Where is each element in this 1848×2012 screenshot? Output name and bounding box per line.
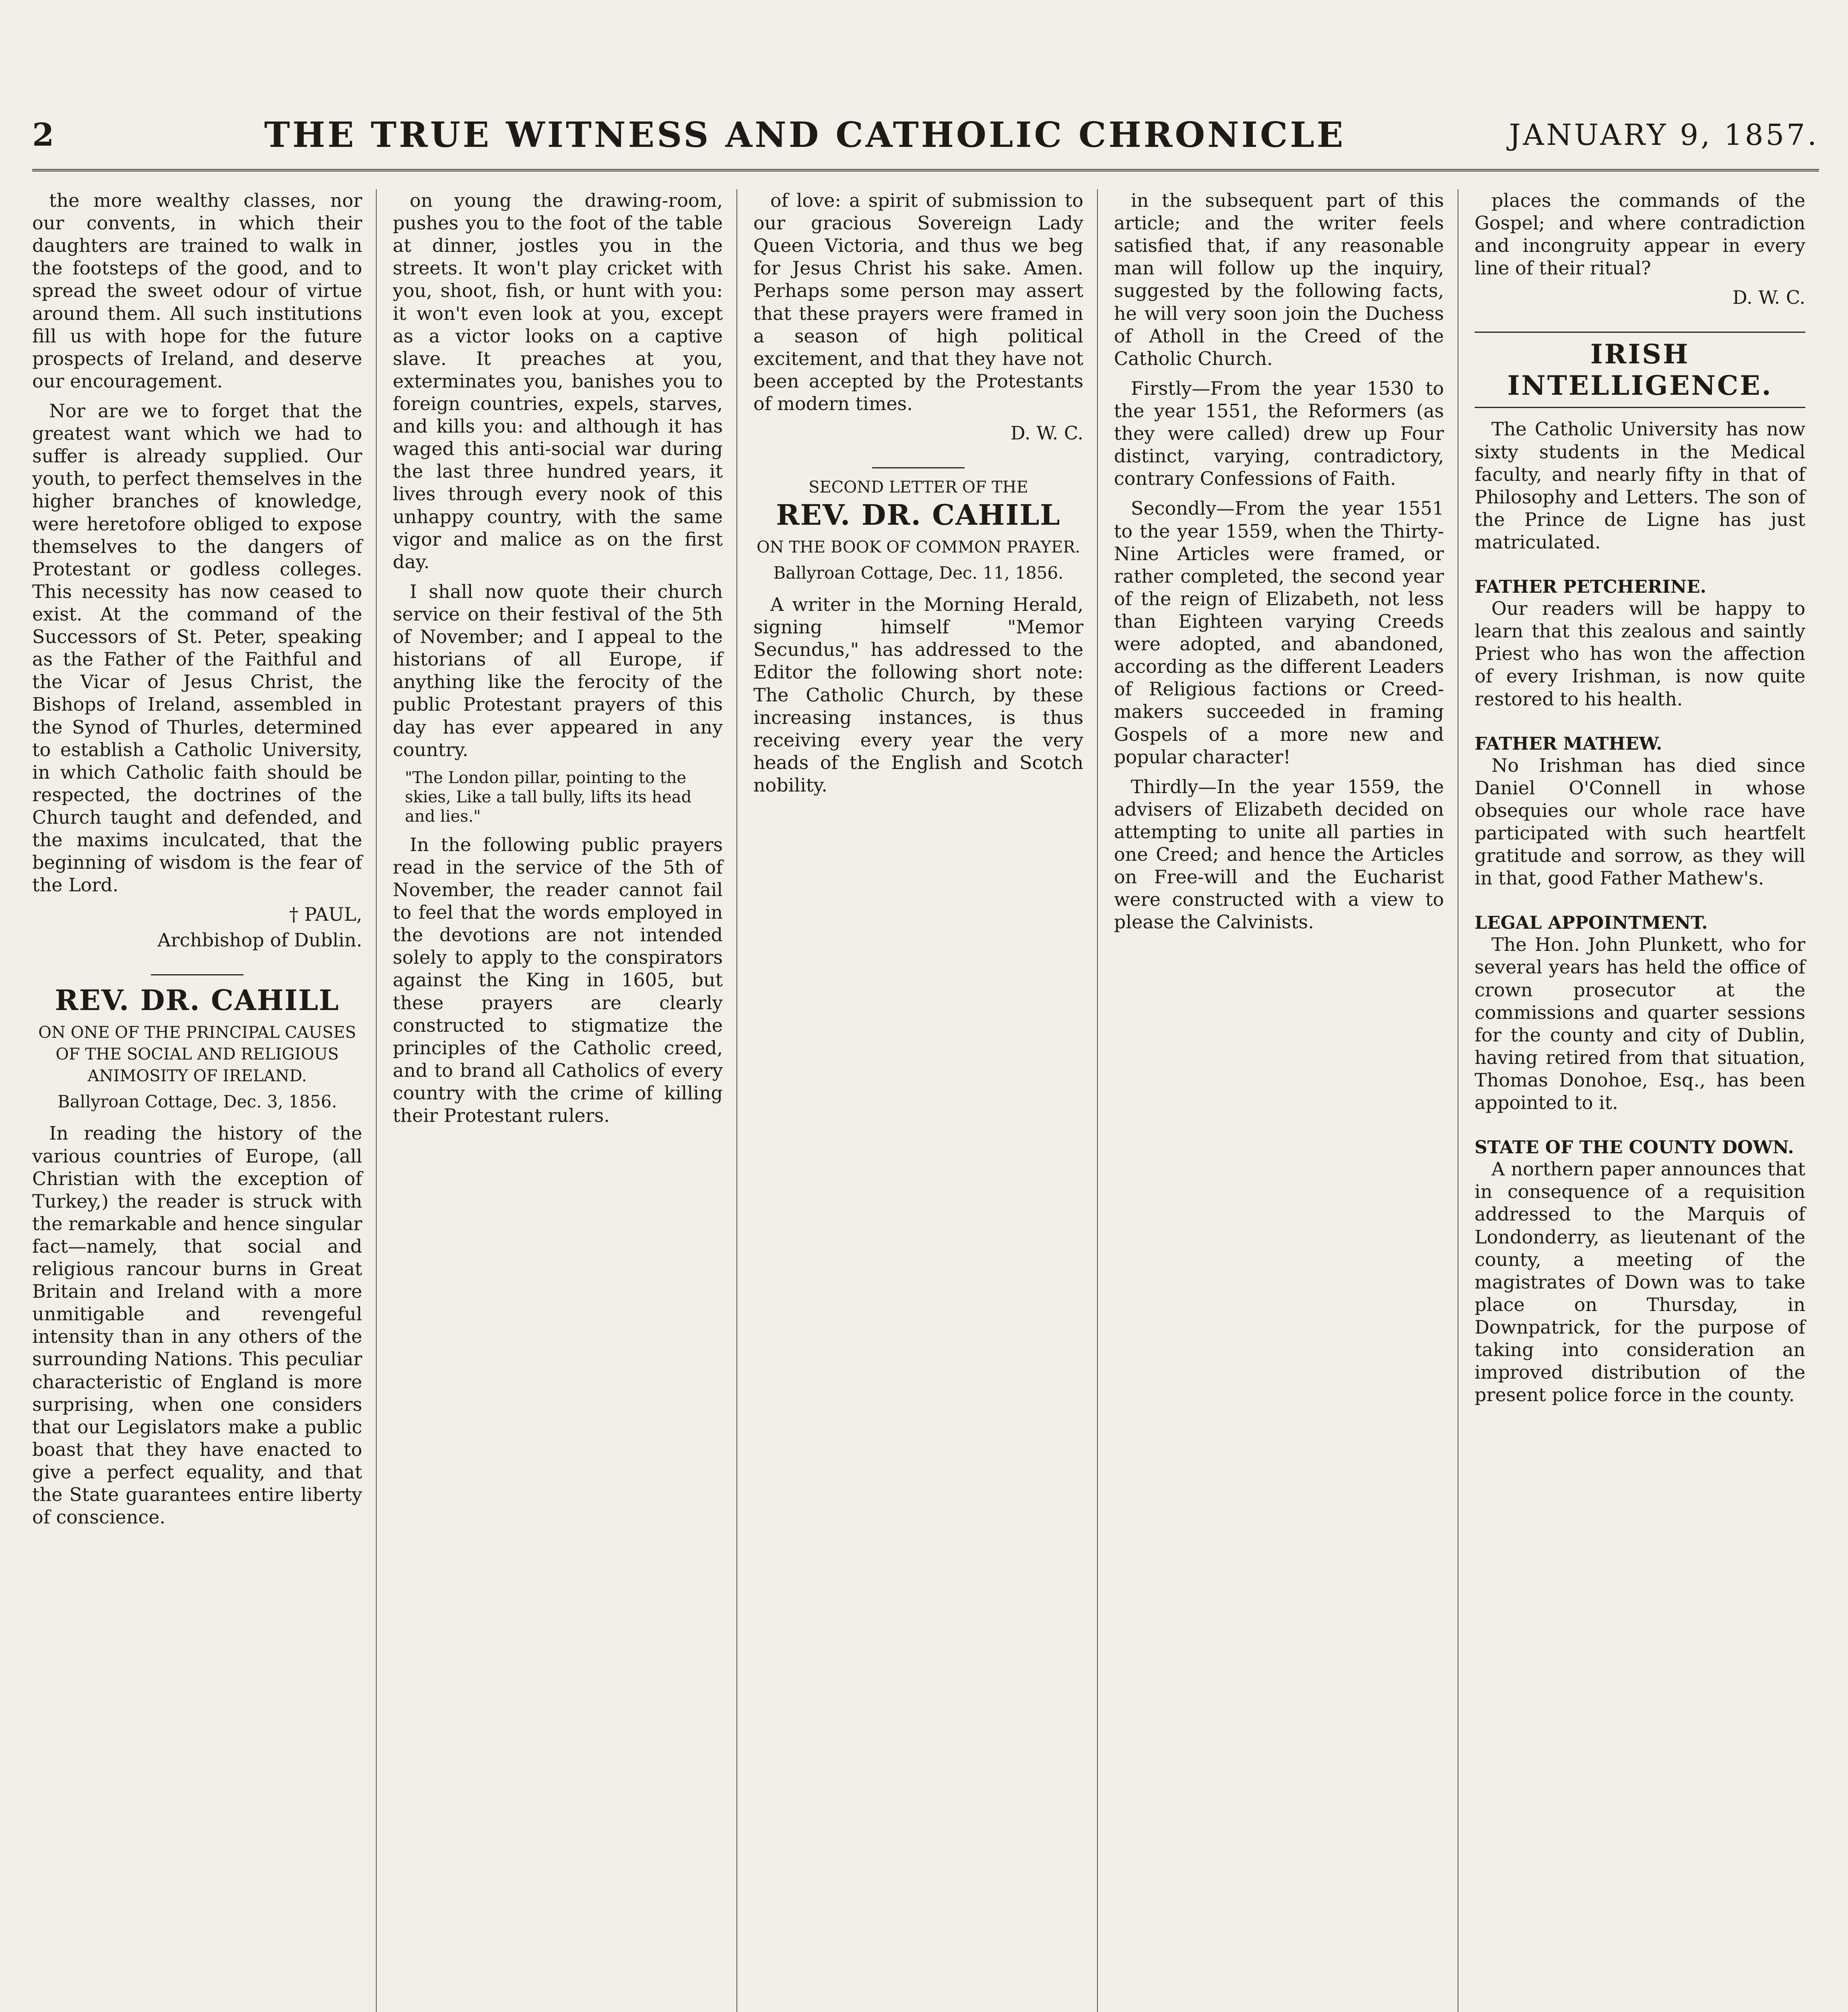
article-subtitle: ON ONE OF THE PRINCIPAL CAUSES OF THE SOCIAL AND RELIGIOUS ANIMOSITY OF IRELAND. bbox=[38, 1023, 356, 1086]
prayer-commentary bbox=[753, 189, 1083, 444]
article-dateline: Ballyroan Cottage, Dec. 11, 1856. bbox=[773, 563, 1064, 583]
cahill-article-continued bbox=[393, 189, 723, 1127]
page-number: 2 bbox=[32, 116, 54, 153]
article-heading bbox=[753, 476, 1083, 583]
news-item-text: Our readers will be happy to learn that this zealous and saintly Priest who has won the affection of every Irishman, is now quite restored to his health. bbox=[1475, 598, 1805, 710]
news-item-petcherine bbox=[1475, 577, 1805, 710]
column-1 bbox=[32, 189, 377, 2012]
article-body: A writer in the Morning Herald, signing himself "Memor Secundus," has addressed to the Editor the following short note: The Catholic Church, by these increasing instances, is thus receiving every year the very heads of the English and Scotch nobility. bbox=[753, 594, 1083, 796]
article-subtitle: ON THE BOOK OF COMMON PRAYER. bbox=[756, 538, 1081, 557]
column-3 bbox=[753, 189, 1098, 2012]
article-ending-body: places the commands of the Gospel; and where contradiction and incongruity appear in every line of their ritual? bbox=[1475, 190, 1805, 279]
commentary-body: of love: a spirit of submission to our gracious Sovereign Lady Queen Victoria, and thus we beg for Jesus Christ his sake. Amen. Perhaps some person may assert that these prayers were framed in a season of high political excitement, and that they have not been accepted by the Protestants of modern times. bbox=[753, 190, 1083, 414]
article-body-3: In the following public prayers read in the service of the 5th of November, the reader cannot fail to feel that the words employed in the devotions are not intended solely to apply to the conspirators against the King in 1605, but these prayers are clearly constructed to stigmatize the principles of the Catholic creed, and to brand all Catholics of every country with the crime of killing their Protestant rulers. bbox=[393, 833, 723, 1127]
article-body-1: on young the drawing-room, pushes you to the foot of the table at dinner, jostles you in the streets. It won't play cricket with you, shoot, fish, or hunt with you: it won't even look at you, except as a victor looks on a captive slave. It preaches at you, exterminates you, banishes you to foreign countries, expels, starves, and kills you: and although it has waged this anti-social war during the last three hundred years, it lives through every nook of this unhappy country, with the same vigor and malice as on the first day. bbox=[393, 190, 723, 573]
article-divider bbox=[151, 974, 243, 975]
article-body-4: Thirdly—In the year 1559, the advisers of Elizabeth decided on attempting to unite all parties in one Creed; and hence the Articles on Free-will and the Eucharist were constructed with a view to please the Calvinists. bbox=[1114, 775, 1444, 933]
pastoral-body: Nor are we to forget that the greatest want which we had to suffer is already supplied. Our youth, to perfect themselves in the higher branches of knowledge, were heretofore obliged to expose themselves to the dangers of Protestant or godless colleges. This necessity has now ceased to exist. At the command of the Successors of St. Peter, speaking as the Father of the Faithful and the Vicar of Jesus Christ, the Bishops of Ireland, assembled in the Synod of Thurles, determined to establish a Catholic University, in which Catholic faith should be respected, the doctrines of the Church taught and defended, and the maxims inculcated, that the beginning of wisdom is the fear of the Lord. bbox=[32, 400, 362, 896]
news-item-heading: FATHER PETCHERINE. bbox=[1475, 577, 1706, 598]
quoted-verse: "The London pillar, pointing to the skies, Like a tall bully, lifts its head and lies." bbox=[405, 768, 692, 826]
news-item-mathew bbox=[1475, 734, 1805, 890]
newspaper-masthead bbox=[32, 101, 1819, 171]
cahill-article-two-continued bbox=[1114, 189, 1444, 934]
column-5 bbox=[1475, 189, 1819, 2012]
cahill-article-two bbox=[753, 476, 1083, 796]
cahill-article-ending bbox=[1475, 189, 1805, 308]
article-title: REV. DR. CAHILL bbox=[776, 498, 1061, 532]
article-signoff: D. W. C. bbox=[1732, 287, 1805, 309]
article-kicker: SECOND LETTER OF THE bbox=[808, 478, 1028, 497]
article-dateline: Ballyroan Cottage, Dec. 3, 1856. bbox=[57, 1092, 337, 1112]
article-heading bbox=[32, 983, 362, 1111]
pastoral-signature-title: Archbishop of Dublin. bbox=[157, 929, 362, 951]
commentary-signoff: D. W. C. bbox=[1010, 422, 1083, 444]
news-item-text: The Catholic University has now sixty students in the Medical faculty, and nearly fifty in that of Philosophy and Letters. The son of the Prince de Ligne has just matriculated. bbox=[1475, 418, 1805, 553]
news-item-text: No Irishman has died since Daniel O'Connell in whose obsequies our whole race have participated with such heartfelt gratitude and sorrow, as they will in that, good Father Mathew's. bbox=[1475, 754, 1805, 889]
issue-date: JANUARY 9, 1857. bbox=[1509, 118, 1819, 152]
article-title: REV. DR. CAHILL bbox=[55, 983, 340, 1017]
cahill-article-one bbox=[32, 983, 362, 1528]
article-body-3: Secondly—From the year 1551 to the year 1559, when the Thirty-Nine Articles were framed, or rather completed, the second year of the reign of Elizabeth, not less than Eighteen varying Creeds were adopted, and abandoned, according as the different Leaders of Religious factions or Creed-makers succeeded in framing Gospels of a more new and popular character! bbox=[1114, 497, 1444, 768]
irish-intelligence-heading: IRISH INTELLIGENCE. bbox=[1475, 332, 1805, 408]
news-item-university bbox=[1475, 418, 1805, 553]
pastoral-intro: the more wealthy classes, nor our convents, in which their daughters are trained to walk in the footsteps of the good, and to spread the sweet odour of virtue around them. All such institutions fill us with hope for the future prospects of Ireland, and deserve our encouragement. bbox=[32, 190, 362, 392]
news-item-legal-appointment bbox=[1475, 913, 1805, 1114]
article-body-2: Firstly—From the year 1530 to the year 1551, the Reformers (as they were called) drew up Four distinct, varying, contradictory, contrary Confessions of Faith. bbox=[1114, 377, 1444, 490]
news-item-heading: LEGAL APPOINTMENT. bbox=[1475, 913, 1708, 934]
news-item-county-down bbox=[1475, 1137, 1805, 1406]
news-item-heading: FATHER MATHEW. bbox=[1475, 733, 1662, 754]
pastoral-letter bbox=[32, 189, 362, 951]
news-item-heading: STATE OF THE COUNTY DOWN. bbox=[1475, 1137, 1794, 1158]
column-2 bbox=[393, 189, 737, 2012]
news-item-text: The Hon. John Plunkett, who for several years has held the office of crown prosecutor at the commissions and quarter sessions for the county and city of Dublin, having retired from that situation, Thomas Donohoe, Esq., has been appointed to it. bbox=[1475, 934, 1805, 1114]
column-4 bbox=[1114, 189, 1458, 2012]
pastoral-signature: † PAUL, bbox=[289, 903, 362, 926]
article-body-2: I shall now quote their church service on their festival of the 5th of November; and I appeal to the historians of all Europe, if anything like the ferocity of the public Protestant prayers of this day has ever appeared in any country. bbox=[393, 580, 723, 761]
article-divider bbox=[872, 467, 965, 468]
newspaper-title: THE TRUE WITNESS AND CATHOLIC CHRONICLE bbox=[264, 114, 1346, 155]
newspaper-columns bbox=[32, 189, 1819, 2012]
article-body-1: in the subsequent part of this article; and the writer feels satisfied that, if any reasonable man will follow up the inquiry, suggested by the following facts, he will very soon join the Duchess of Atholl in the Creed of the Catholic Church. bbox=[1114, 190, 1444, 369]
news-item-text: A northern paper announces that in consequence of a requisition addressed to the Marquis of Londonderry, as lieutenant of the county, a meeting of the magistrates of Down was to take place on Thursday, in Downpatrick, for the purpose of taking into consideration an improved distribution of the present police force in the county. bbox=[1475, 1158, 1805, 1406]
article-body: In reading the history of the various countries of Europe, (all Christian with the exception of Turkey,) the reader is struck with the remarkable and hence singular fact—namely, that social and religious rancour burns in Great Britain and Ireland with a more unmitigable and revengeful intensity than in any others of the surrounding Nations. This peculiar characteristic of England is more surprising, when one considers that our Legislators make a public boast that they have enacted to give a perfect equality, and that the State guarantees entire liberty of conscience. bbox=[32, 1122, 362, 1528]
